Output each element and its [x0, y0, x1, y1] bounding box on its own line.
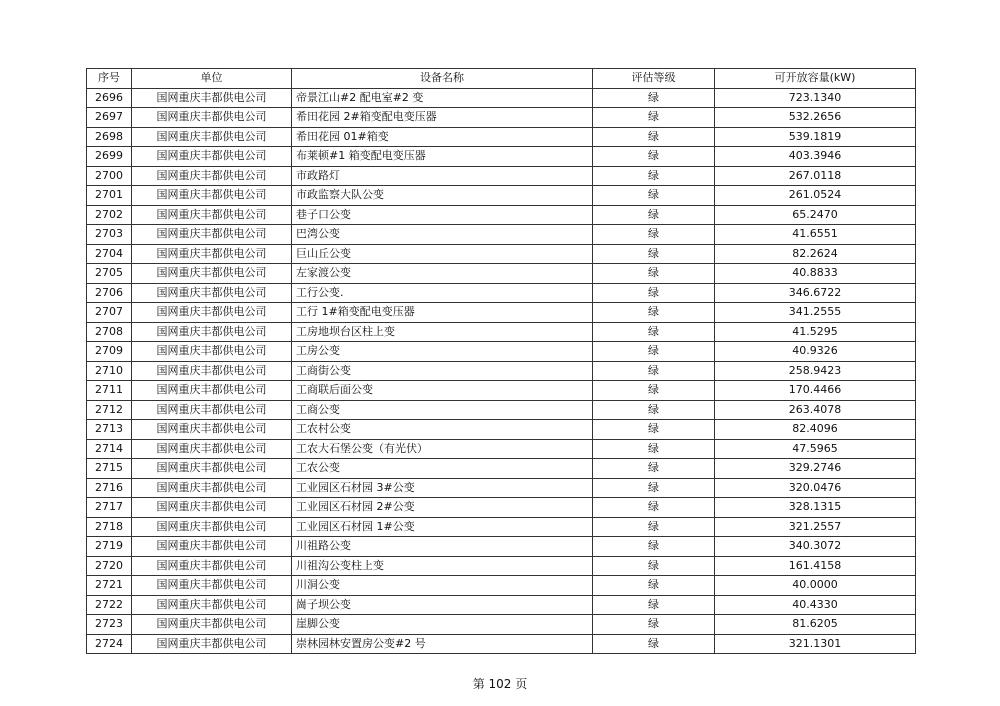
table-row [87, 595, 916, 615]
cell-capacity: 320.0476 [715, 478, 916, 498]
cell-capacity: 258.9423 [715, 361, 916, 381]
cell-serial: 2719 [87, 537, 132, 557]
cell-unit: 国网重庆丰都供电公司 [132, 283, 292, 303]
cell-device-name: 工农村公变 [292, 420, 593, 440]
cell-device-name: 市政监察大队公变 [292, 186, 593, 206]
cell-unit: 国网重庆丰都供电公司 [132, 147, 292, 167]
cell-serial: 2717 [87, 498, 132, 518]
table-body [87, 88, 916, 654]
cell-grade: 绿 [593, 634, 715, 654]
cell-device-name: 希田花园 2#箱变配电变压器 [292, 108, 593, 128]
cell-unit: 国网重庆丰都供电公司 [132, 537, 292, 557]
cell-device-name: 工业园区石材园 1#公变 [292, 517, 593, 537]
cell-device-name: 工农大石堡公变（有光伏） [292, 439, 593, 459]
table-row [87, 342, 916, 362]
table-row [87, 634, 916, 654]
table-row [87, 615, 916, 635]
cell-unit: 国网重庆丰都供电公司 [132, 478, 292, 498]
cell-capacity: 340.3072 [715, 537, 916, 557]
cell-unit: 国网重庆丰都供电公司 [132, 361, 292, 381]
cell-grade: 绿 [593, 478, 715, 498]
cell-device-name: 川洞公变 [292, 576, 593, 596]
table-row [87, 166, 916, 186]
cell-device-name: 工房公变 [292, 342, 593, 362]
cell-grade: 绿 [593, 381, 715, 401]
cell-capacity: 40.9326 [715, 342, 916, 362]
cell-serial: 2711 [87, 381, 132, 401]
cell-serial: 2706 [87, 283, 132, 303]
cell-capacity: 40.4330 [715, 595, 916, 615]
cell-capacity: 403.3946 [715, 147, 916, 167]
cell-unit: 国网重庆丰都供电公司 [132, 108, 292, 128]
cell-serial: 2702 [87, 205, 132, 225]
cell-unit: 国网重庆丰都供电公司 [132, 322, 292, 342]
cell-device-name: 左家渡公变 [292, 264, 593, 284]
cell-capacity: 328.1315 [715, 498, 916, 518]
table-row [87, 400, 916, 420]
table-row [87, 244, 916, 264]
header-unit: 单位 [132, 69, 292, 89]
cell-device-name: 工行公变. [292, 283, 593, 303]
cell-capacity: 82.2624 [715, 244, 916, 264]
header-device-name: 设备名称 [292, 69, 593, 89]
table-row [87, 147, 916, 167]
cell-serial: 2713 [87, 420, 132, 440]
cell-capacity: 532.2656 [715, 108, 916, 128]
cell-unit: 国网重庆丰都供电公司 [132, 127, 292, 147]
header-serial: 序号 [87, 69, 132, 89]
cell-serial: 2704 [87, 244, 132, 264]
cell-capacity: 40.0000 [715, 576, 916, 596]
cell-capacity: 41.5295 [715, 322, 916, 342]
cell-serial: 2714 [87, 439, 132, 459]
cell-unit: 国网重庆丰都供电公司 [132, 166, 292, 186]
cell-capacity: 267.0118 [715, 166, 916, 186]
cell-capacity: 723.1340 [715, 88, 916, 108]
table-row [87, 459, 916, 479]
cell-device-name: 工房地坝台区柱上变 [292, 322, 593, 342]
header-capacity: 可开放容量(kW) [715, 69, 916, 89]
cell-device-name: 川祖沟公变柱上变 [292, 556, 593, 576]
cell-grade: 绿 [593, 127, 715, 147]
cell-unit: 国网重庆丰都供电公司 [132, 459, 292, 479]
cell-grade: 绿 [593, 342, 715, 362]
table-row [87, 322, 916, 342]
cell-unit: 国网重庆丰都供电公司 [132, 595, 292, 615]
cell-unit: 国网重庆丰都供电公司 [132, 400, 292, 420]
cell-grade: 绿 [593, 576, 715, 596]
cell-serial: 2707 [87, 303, 132, 323]
cell-capacity: 341.2555 [715, 303, 916, 323]
table-row [87, 205, 916, 225]
cell-device-name: 崗子坝公变 [292, 595, 593, 615]
cell-device-name: 帝景江山#2 配电室#2 变 [292, 88, 593, 108]
cell-grade: 绿 [593, 498, 715, 518]
cell-grade: 绿 [593, 225, 715, 245]
cell-serial: 2715 [87, 459, 132, 479]
cell-grade: 绿 [593, 556, 715, 576]
cell-grade: 绿 [593, 615, 715, 635]
capacity-table [86, 68, 916, 654]
cell-capacity: 40.8833 [715, 264, 916, 284]
cell-unit: 国网重庆丰都供电公司 [132, 264, 292, 284]
cell-grade: 绿 [593, 420, 715, 440]
cell-unit: 国网重庆丰都供电公司 [132, 225, 292, 245]
cell-grade: 绿 [593, 361, 715, 381]
cell-grade: 绿 [593, 244, 715, 264]
table-row [87, 88, 916, 108]
cell-grade: 绿 [593, 517, 715, 537]
cell-capacity: 261.0524 [715, 186, 916, 206]
cell-unit: 国网重庆丰都供电公司 [132, 186, 292, 206]
cell-capacity: 329.2746 [715, 459, 916, 479]
cell-grade: 绿 [593, 595, 715, 615]
cell-serial: 2705 [87, 264, 132, 284]
cell-serial: 2716 [87, 478, 132, 498]
page-number: 第 102 页 [472, 677, 528, 691]
table-row [87, 537, 916, 557]
cell-capacity: 161.4158 [715, 556, 916, 576]
cell-capacity: 321.2557 [715, 517, 916, 537]
cell-unit: 国网重庆丰都供电公司 [132, 517, 292, 537]
cell-unit: 国网重庆丰都供电公司 [132, 244, 292, 264]
table-row [87, 498, 916, 518]
cell-serial: 2696 [87, 88, 132, 108]
cell-capacity: 81.6205 [715, 615, 916, 635]
cell-device-name: 工业园区石材园 2#公变 [292, 498, 593, 518]
cell-unit: 国网重庆丰都供电公司 [132, 381, 292, 401]
cell-device-name: 市政路灯 [292, 166, 593, 186]
cell-capacity: 82.4096 [715, 420, 916, 440]
cell-device-name: 崇林园林安置房公变#2 号 [292, 634, 593, 654]
cell-grade: 绿 [593, 303, 715, 323]
cell-grade: 绿 [593, 88, 715, 108]
cell-capacity: 346.6722 [715, 283, 916, 303]
cell-serial: 2708 [87, 322, 132, 342]
cell-unit: 国网重庆丰都供电公司 [132, 88, 292, 108]
cell-device-name: 工农公变 [292, 459, 593, 479]
cell-unit: 国网重庆丰都供电公司 [132, 615, 292, 635]
cell-serial: 2698 [87, 127, 132, 147]
table-row [87, 420, 916, 440]
cell-device-name: 崖脚公变 [292, 615, 593, 635]
table-row [87, 439, 916, 459]
cell-serial: 2700 [87, 166, 132, 186]
table-row [87, 478, 916, 498]
cell-capacity: 321.1301 [715, 634, 916, 654]
header-grade: 评估等级 [593, 69, 715, 89]
cell-device-name: 巴湾公变 [292, 225, 593, 245]
cell-unit: 国网重庆丰都供电公司 [132, 556, 292, 576]
cell-capacity: 41.6551 [715, 225, 916, 245]
cell-grade: 绿 [593, 459, 715, 479]
cell-unit: 国网重庆丰都供电公司 [132, 634, 292, 654]
cell-unit: 国网重庆丰都供电公司 [132, 576, 292, 596]
cell-unit: 国网重庆丰都供电公司 [132, 420, 292, 440]
cell-device-name: 工商街公变 [292, 361, 593, 381]
cell-device-name: 川祖路公变 [292, 537, 593, 557]
cell-grade: 绿 [593, 439, 715, 459]
cell-serial: 2720 [87, 556, 132, 576]
cell-grade: 绿 [593, 400, 715, 420]
cell-device-name: 工商公变 [292, 400, 593, 420]
cell-serial: 2699 [87, 147, 132, 167]
table-row [87, 186, 916, 206]
table-row [87, 517, 916, 537]
cell-unit: 国网重庆丰都供电公司 [132, 303, 292, 323]
table-row [87, 283, 916, 303]
cell-device-name: 工业园区石材园 3#公变 [292, 478, 593, 498]
cell-capacity: 47.5965 [715, 439, 916, 459]
table-row [87, 303, 916, 323]
table-row [87, 264, 916, 284]
table-row [87, 556, 916, 576]
table-row [87, 225, 916, 245]
cell-capacity: 65.2470 [715, 205, 916, 225]
cell-serial: 2721 [87, 576, 132, 596]
cell-grade: 绿 [593, 264, 715, 284]
cell-unit: 国网重庆丰都供电公司 [132, 342, 292, 362]
cell-device-name: 布莱顿#1 箱变配电变压器 [292, 147, 593, 167]
cell-serial: 2723 [87, 615, 132, 635]
cell-serial: 2710 [87, 361, 132, 381]
cell-device-name: 巨山丘公变 [292, 244, 593, 264]
cell-device-name: 工商联后面公变 [292, 381, 593, 401]
cell-grade: 绿 [593, 166, 715, 186]
cell-capacity: 539.1819 [715, 127, 916, 147]
table-header-row [87, 69, 916, 89]
cell-grade: 绿 [593, 322, 715, 342]
cell-grade: 绿 [593, 108, 715, 128]
table-row [87, 361, 916, 381]
cell-grade: 绿 [593, 147, 715, 167]
cell-serial: 2703 [87, 225, 132, 245]
cell-grade: 绿 [593, 283, 715, 303]
cell-serial: 2722 [87, 595, 132, 615]
cell-unit: 国网重庆丰都供电公司 [132, 498, 292, 518]
table-row [87, 381, 916, 401]
cell-device-name: 希田花园 01#箱变 [292, 127, 593, 147]
cell-serial: 2697 [87, 108, 132, 128]
cell-device-name: 工行 1#箱变配电变压器 [292, 303, 593, 323]
table-row [87, 127, 916, 147]
cell-serial: 2709 [87, 342, 132, 362]
cell-capacity: 170.4466 [715, 381, 916, 401]
cell-grade: 绿 [593, 205, 715, 225]
cell-unit: 国网重庆丰都供电公司 [132, 439, 292, 459]
cell-serial: 2712 [87, 400, 132, 420]
table-row [87, 576, 916, 596]
cell-serial: 2724 [87, 634, 132, 654]
cell-serial: 2701 [87, 186, 132, 206]
cell-device-name: 巷子口公变 [292, 205, 593, 225]
cell-unit: 国网重庆丰都供电公司 [132, 205, 292, 225]
table-row [87, 108, 916, 128]
cell-capacity: 263.4078 [715, 400, 916, 420]
cell-grade: 绿 [593, 186, 715, 206]
cell-grade: 绿 [593, 537, 715, 557]
cell-serial: 2718 [87, 517, 132, 537]
